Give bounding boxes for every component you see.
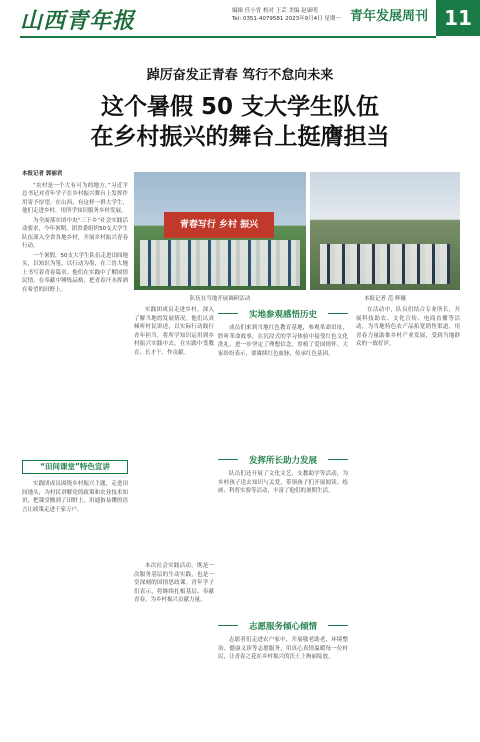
section-heading-history: 实地参观感悟历史 [248, 310, 317, 320]
article-column-develop [218, 470, 348, 610]
article-column-4 [356, 306, 460, 556]
article-column-3 [218, 324, 348, 434]
photo-team-banner [134, 172, 306, 290]
photo-caption-1: 队伍在当地开展调研活动 [189, 296, 251, 302]
lead-paragraph: 为全面落实团中央“三下乡”社会实践活动要求，今年暑期，团省委组织50支大学生队伍深入全省各地乡村，开展乡村振兴青春行动。 [22, 217, 128, 249]
headline-line-1: 这个暑假 50 支大学生队伍 [100, 94, 380, 120]
section-title: 青年发展周刊 [350, 9, 429, 24]
masthead [0, 0, 480, 36]
lead-paragraph: 一个暑假，50支大学生队伍走进田间地头，以知识为笔、以行动为墨，在三晋大地上书写着青春篇章。他们在实践中了解国情民情，在奉献中锤炼品格，把青春汗水挥洒在希望的田野上。 [22, 252, 128, 293]
section-rule [328, 459, 348, 460]
editor-line: 编辑 任小宵 校对 王芸 美编 赵康明 [232, 8, 318, 14]
column-text: 队员们还开展了文化文艺、支教助学等活动，为乡村孩子送去知识与关爱，带领孩子们开展阅读、绘画、科普实验等活动，丰富了他们的暑期生活。 [218, 471, 348, 494]
headline-line-2: 在乡村振兴的舞台上挺膺担当 [90, 124, 390, 150]
section-rule [218, 625, 238, 626]
column-text: 志愿者们走进农户家中，开展敬老助老、环境整治、健康义诊等志愿服务，用真心真情温暖每一位村民，让青春之花在乡村振兴的沃土上绚丽绽放。 [218, 637, 348, 660]
article-column-volunteer [218, 636, 348, 730]
article-subhead: 踔厉奋发正青春 笃行不怠向未来 [146, 68, 334, 83]
section-heading-volunteer: 志愿服务倾心倾情 [248, 622, 317, 632]
photo-people [140, 240, 300, 286]
column-text: 在活动中，队员们结合专业所长，开展科技助农、文化宣传、电商直播等活动，为当地特色农产品拓宽销售渠道，用青春力量助推乡村产业发展，受到当地群众的一致好评。 [356, 307, 460, 347]
page-number: 11 [436, 0, 480, 36]
article-column-bottom-1 [134, 562, 214, 730]
photo-banner-text: 青春写行 乡村 振兴 [164, 212, 274, 238]
section-heading-lecture: “田间课堂”特色宣讲 [22, 460, 128, 474]
contact-date-line: Tel: 0351-4079581 2023年9月4日 星期一 [232, 16, 341, 22]
section-rule [218, 459, 238, 460]
newspaper-logo: 山西青年报 [20, 8, 136, 34]
masthead-rule [20, 36, 436, 38]
article-column-lecture [22, 480, 128, 730]
lead-column [22, 170, 128, 452]
masthead-info [232, 7, 341, 23]
section-rule [328, 313, 348, 314]
section-heading-develop: 发挥所长助力发展 [248, 456, 317, 466]
photo-people [320, 244, 450, 284]
section-rule [328, 625, 348, 626]
lead-paragraph: “农村是一个大有可为的地方。”习近平总书记对青年学子在乡村振兴舞台上发挥作用寄予厚望。在山西，有这样一群大学生，他们走进乡村，用所学知识服务乡村发展。 [22, 182, 128, 214]
section-rule [218, 313, 238, 314]
column-text: 实践团成员围绕乡村振兴主题，走进田间地头，为村民讲解党的政策和农业技术知识，把课堂搬到了田野上，用通俗易懂的语言让政策走进千家万户。 [22, 481, 128, 513]
column-text: 成员们来到当地红色教育基地，参观革命旧址，聆听革命故事，在沉浸式的学习体验中接受红色文化洗礼，进一步坚定了理想信念，厚植了爱国情怀。大家纷纷表示，要赓续红色血脉，传承红色基因。 [218, 325, 348, 357]
column-text: 实践团成员走进乡村，深入了解当地的发展情况。他们认真倾听村民讲述，以实际行动践行青年担当，将所学知识运用到乡村振兴实践中去，在实践中受教育、长才干、作贡献。 [134, 307, 214, 356]
photo-field-research [310, 172, 460, 290]
photo-caption-2: 本报记者 范 辉摄 [364, 296, 406, 302]
byline: 本报记者 郭丽君 [22, 171, 63, 177]
column-text: 本次社会实践活动，既是一次服务基层的生动实践，也是一堂深刻的国情思政课。青年学子们表示，将继续扎根基层、奉献青春，为乡村振兴贡献力量。 [134, 563, 214, 603]
article-column-2 [134, 306, 214, 556]
